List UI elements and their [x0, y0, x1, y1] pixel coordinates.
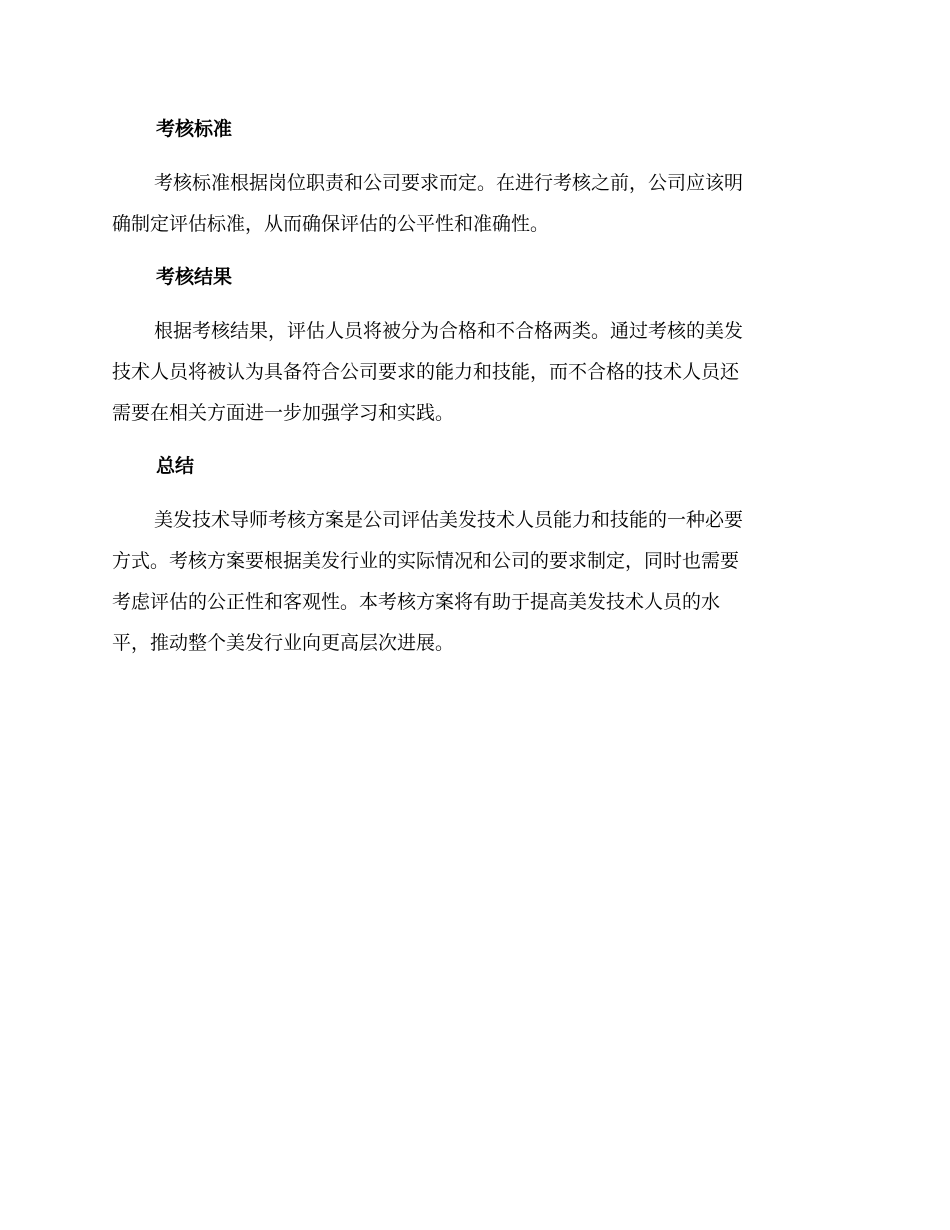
paragraph-line: 技术人员将被认为具备符合公司要求的能力和技能，而不合格的技术人员还	[112, 361, 740, 383]
paragraph-line: 需要在相关方面进一步加强学习和实践。	[112, 402, 455, 424]
section-heading-assessment-criteria: 考核标准	[156, 118, 233, 140]
paragraph-line: 根据考核结果，评估人员将被分为合格和不合格两类。通过考核的美发	[154, 320, 744, 342]
document-page	[112, 112, 832, 664]
paragraph-line: 确制定评估标准，从而确保评估的公平性和准确性。	[112, 213, 550, 235]
paragraph-line: 美发技术导师考核方案是公司评估美发技术人员能力和技能的一种必要	[154, 509, 744, 531]
section-paragraph-summary	[112, 500, 832, 664]
paragraph-line: 平，推动整个美发行业向更高层次进展。	[112, 632, 455, 654]
paragraph-line: 考虑评估的公正性和客观性。本考核方案将有助于提高美发技术人员的水	[112, 591, 721, 613]
section-paragraph-assessment-criteria	[112, 163, 832, 245]
paragraph-line: 方式。考核方案要根据美发行业的实际情况和公司的要求制定，同时也需要	[112, 550, 740, 572]
section-heading-summary: 总结	[156, 455, 195, 477]
paragraph-line: 考核标准根据岗位职责和公司要求而定。在进行考核之前，公司应该明	[154, 172, 744, 194]
section-heading-assessment-results: 考核结果	[156, 266, 233, 288]
section-paragraph-assessment-results	[112, 311, 832, 434]
